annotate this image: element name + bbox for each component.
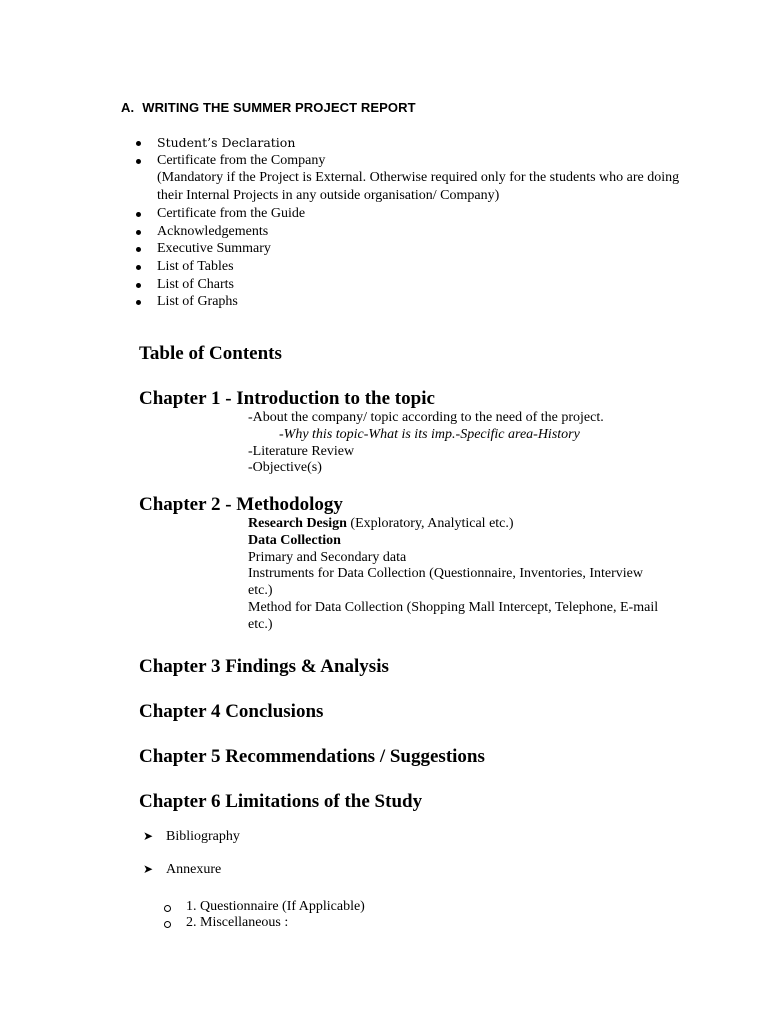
list-item (164, 915, 365, 931)
research-design-line (248, 516, 668, 533)
list-item (136, 134, 696, 152)
instruments-line: Instruments for Data Collection (Questionnaire, Inventories, Interview etc.) (248, 566, 643, 599)
list-item (136, 240, 696, 258)
primary-secondary-line: Primary and Secondary data (248, 549, 407, 565)
hollow-circle-icon (164, 921, 171, 928)
bullet-icon (136, 247, 141, 252)
data-collection-label: Data Collection (248, 532, 341, 548)
list-item (136, 276, 696, 294)
chapter-2-title: Chapter 2 - Methodology (139, 494, 343, 515)
bibliography-label: Bibliography (166, 829, 240, 844)
bullet-icon (136, 159, 141, 164)
list-item (136, 152, 696, 205)
chapter-3-title: Chapter 3 Findings & Analysis (139, 656, 389, 677)
bibliography-item (143, 829, 240, 845)
chapter-1-line: -Objective(s) (248, 460, 322, 476)
chapter-6-title: Chapter 6 Limitations of the Study (139, 791, 423, 812)
bullet-icon (136, 141, 141, 146)
list-item (136, 293, 696, 311)
annexure-list (164, 899, 365, 931)
item-certificate-company: Certificate from the Company (157, 152, 326, 168)
list-item (136, 223, 696, 241)
bullet-icon (136, 265, 141, 270)
research-design-label: Research Design (248, 516, 347, 531)
chapter-2-details (248, 516, 668, 634)
annexure-label: Annexure (166, 862, 222, 877)
item-declaration: Student’s Declaration (157, 135, 296, 150)
section-letter: A. (121, 100, 135, 115)
section-title: WRITING THE SUMMER PROJECT REPORT (142, 100, 416, 115)
hollow-circle-icon (164, 905, 171, 912)
item-list-graphs: List of Graphs (157, 294, 238, 310)
bullet-icon (136, 300, 141, 305)
item-acknowledgements: Acknowledgements (157, 223, 269, 239)
list-item (136, 258, 696, 276)
front-matter-list (136, 134, 696, 311)
item-certificate-guide: Certificate from the Guide (157, 205, 306, 221)
chapter-1-details (248, 410, 688, 477)
chapter-1-line: -Literature Review (248, 443, 355, 459)
arrowhead-icon: ➤ (143, 829, 154, 843)
chapter-4-title: Chapter 4 Conclusions (139, 701, 324, 722)
bullet-icon (136, 212, 141, 217)
annexure-item (143, 862, 221, 878)
chapter-1-line: -About the company/ topic according to the need of the project. (248, 410, 604, 425)
research-design-text: (Exploratory, Analytical etc.) (346, 516, 514, 531)
chapter-1-line: -Why this topic-What is its imp.-Specific area-History (279, 426, 580, 442)
bullet-icon (136, 283, 141, 288)
arrowhead-icon: ➤ (143, 862, 154, 876)
list-item (164, 899, 365, 915)
chapter-1-title: Chapter 1 - Introduction to the topic (139, 388, 435, 409)
section-heading (121, 100, 416, 115)
annexure-item-2: 2. Miscellaneous : (186, 915, 289, 930)
list-item (136, 205, 696, 223)
chapter-5-title: Chapter 5 Recommendations / Suggestions (139, 746, 485, 767)
item-list-charts: List of Charts (157, 276, 234, 292)
toc-title: Table of Contents (139, 343, 282, 364)
certificate-company-note: (Mandatory if the Project is External. Otherwise required only for the students who are doing their Internal Projects in any outside organisation/ Company) (157, 170, 680, 204)
bullet-icon (136, 230, 141, 235)
item-executive-summary: Executive Summary (157, 241, 271, 257)
item-list-tables: List of Tables (157, 258, 234, 274)
annexure-item-1: 1. Questionnaire (If Applicable) (186, 899, 365, 914)
method-line: Method for Data Collection (Shopping Mall Intercept, Telephone, E-mail etc.) (248, 599, 659, 632)
